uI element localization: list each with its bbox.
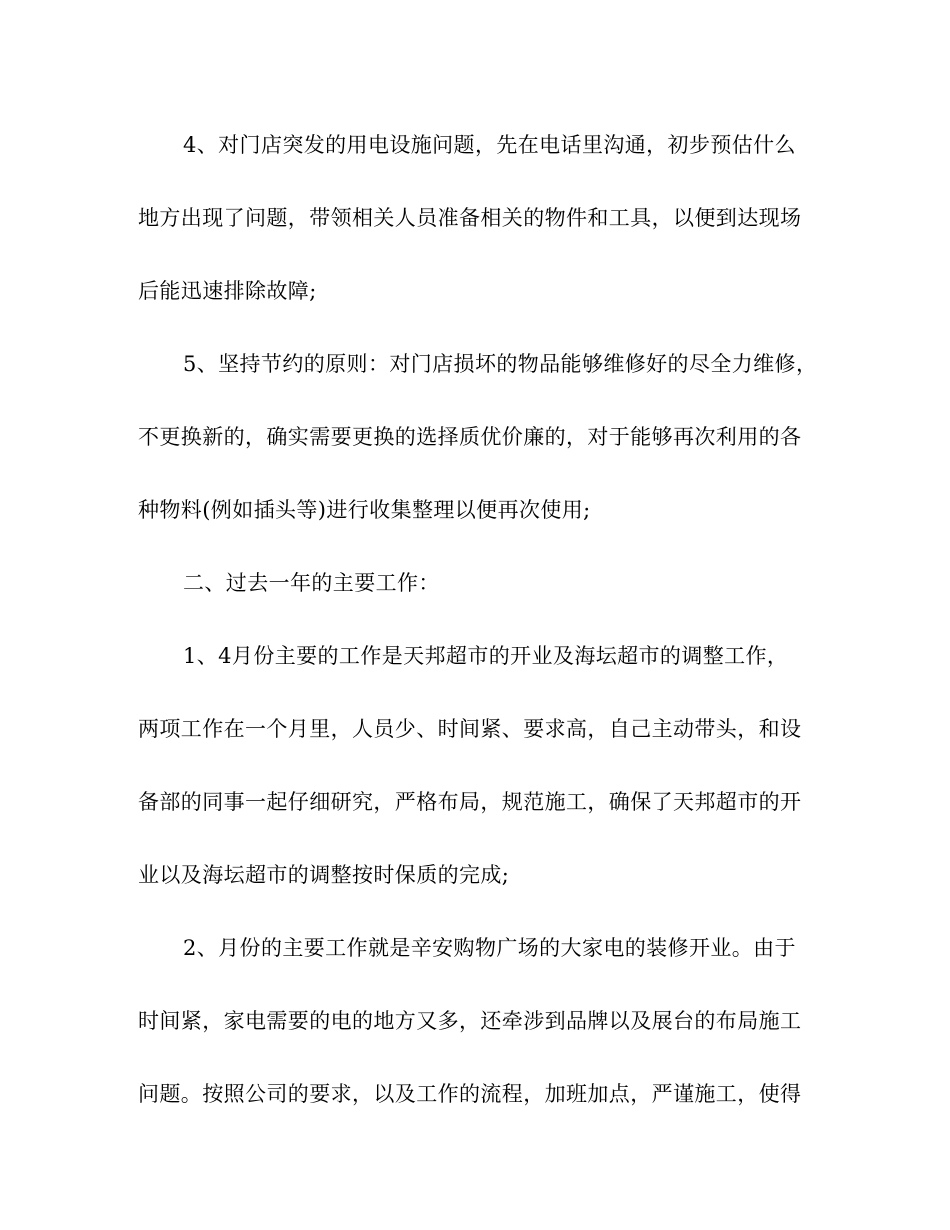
section-heading: 二、过去一年的主要工作：	[183, 571, 440, 595]
paragraph-4-line-3: 后能迅速排除故障;	[138, 279, 317, 303]
item-1-line-3: 备部的同事一起仔细研究，严格布局，规范施工，确保了天邦超市的开	[138, 790, 802, 814]
paragraph-5-line-3: 种物料(例如插头等)进行收集整理以便再次使用;	[138, 498, 591, 522]
paragraph-5-line-1: 5、坚持节约的原则：对门店损坏的物品能够维修好的尽全力维修，	[183, 352, 818, 376]
paragraph-5-line-2: 不更换新的，确实需要更换的选择质优价廉的，对于能够再次利用的各	[138, 425, 802, 449]
item-1-line-1: 1、4月份主要的工作是天邦超市的开业及海坛超市的调整工作，	[183, 644, 789, 668]
item-2-line-1: 2、月份的主要工作就是辛安购物广场的大家电的装修开业。由于	[183, 936, 796, 960]
item-2-line-3: 问题。按照公司的要求，以及工作的流程，加班加点，严谨施工，使得	[138, 1082, 802, 1106]
paragraph-4-line-2: 地方出现了问题，带领相关人员准备相关的物件和工具，以便到达现场	[138, 206, 802, 230]
item-2-line-2: 时间紧，家电需要的电的地方又多，还牵涉到品牌以及展台的布局施工	[138, 1009, 802, 1033]
paragraph-4-line-1: 4、对门店突发的用电设施问题，先在电话里沟通，初步预估什么	[183, 133, 796, 157]
item-1-line-2: 两项工作在一个月里，人员少、时间紧、要求高，自己主动带头，和设	[138, 717, 802, 741]
item-1-line-4: 业以及海坛超市的调整按时保质的完成;	[138, 863, 510, 887]
